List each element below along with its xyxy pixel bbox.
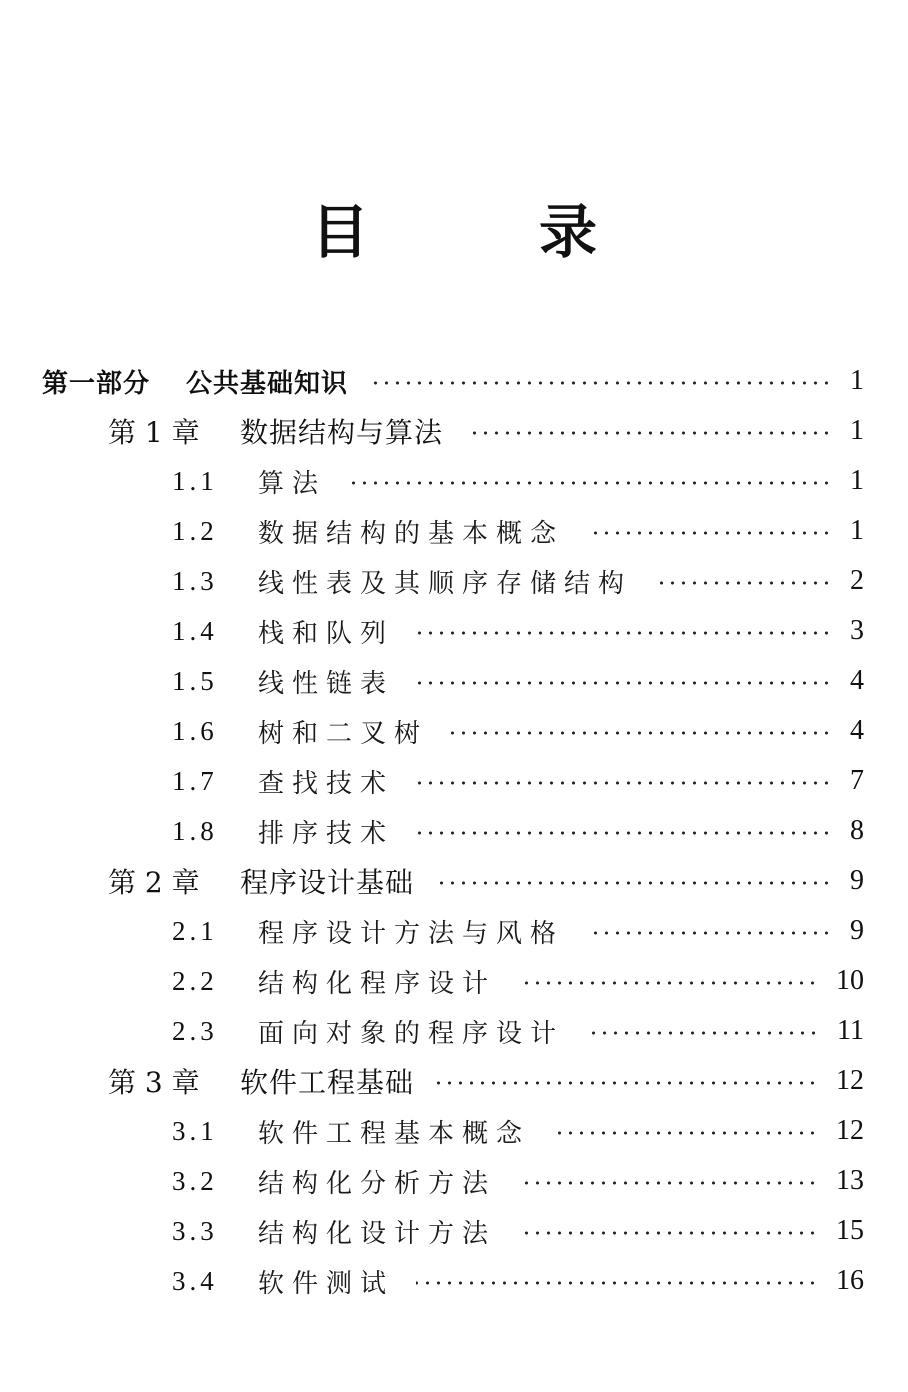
dot-leader	[450, 731, 832, 735]
dot-leader	[348, 481, 832, 485]
toc-entry-page-number: 13	[836, 1165, 864, 1196]
toc-entry-section[interactable]	[172, 656, 864, 706]
toc-entry-number: 1.7	[172, 765, 218, 796]
dot-leader	[436, 1081, 818, 1085]
toc-entry-section[interactable]	[172, 506, 864, 556]
dot-leader	[552, 1131, 818, 1135]
page-title: 目 录	[310, 198, 653, 266]
toc-entry-title: 线性表及其顺序存储结构	[258, 568, 633, 599]
dot-leader	[416, 781, 832, 785]
toc-entry-page-number: 1	[850, 415, 864, 446]
dot-leader	[518, 981, 818, 985]
toc-entry-number: 2.1	[172, 915, 218, 946]
toc-entry-section[interactable]	[172, 1156, 864, 1206]
toc-entry-title: 软件工程基础	[240, 1066, 415, 1099]
toc-entry-title: 程序设计基础	[240, 866, 415, 899]
toc-entry-title: 结构化分析方法	[258, 1168, 497, 1199]
toc-entry-title: 结构化程序设计	[258, 968, 497, 999]
toc-entry-section[interactable]	[172, 806, 864, 856]
toc-entry-section[interactable]	[172, 906, 864, 956]
toc-entry-number: 3.2	[172, 1165, 218, 1196]
toc-entry-page-number: 8	[850, 815, 864, 846]
toc-entry-number: 2.2	[172, 965, 218, 996]
toc-entry-number: 1.4	[172, 615, 218, 646]
toc-entry-number: 1.5	[172, 665, 218, 696]
toc-entry-title: 公共基础知识	[186, 368, 349, 399]
dot-leader	[654, 581, 832, 585]
dot-leader	[416, 681, 832, 685]
toc-entry-number: 1.8	[172, 815, 218, 846]
toc-entry-number: 1.2	[172, 515, 218, 546]
toc-entry-number: 3.4	[172, 1265, 218, 1296]
toc-entry-chapter[interactable]	[108, 406, 864, 456]
dot-leader	[586, 1031, 819, 1035]
toc-entry-section[interactable]	[172, 1106, 864, 1156]
toc-entry-page-number: 16	[836, 1265, 864, 1296]
toc-entry-section[interactable]	[172, 1206, 864, 1256]
toc-entry-page-number: 4	[850, 715, 864, 746]
toc-entry-title: 面向对象的程序设计	[258, 1018, 565, 1049]
toc-entry-page-number: 7	[850, 765, 864, 796]
dot-leader	[416, 1281, 818, 1285]
dot-leader	[518, 1181, 818, 1185]
toc-entry-title: 栈和队列	[258, 618, 395, 649]
toc-entry-page-number: 1	[850, 515, 864, 546]
dot-leader	[370, 381, 832, 385]
toc-entry-number: 第一部分	[42, 368, 151, 399]
toc-entry-chapter[interactable]	[108, 856, 864, 906]
toc-entry-title: 排序技术	[258, 818, 395, 849]
toc-entry-number: 3.1	[172, 1115, 218, 1146]
toc-entry-section[interactable]	[172, 456, 864, 506]
toc-entry-title: 软件测试	[258, 1268, 395, 1299]
toc-entry-page-number: 1	[850, 365, 864, 396]
toc-entry-page-number: 9	[850, 915, 864, 946]
toc-entry-page-number: 10	[836, 965, 864, 996]
toc-entry-part[interactable]	[42, 356, 864, 406]
toc-entry-title: 数据结构的基本概念	[258, 518, 565, 549]
toc-entry-title: 程序设计方法与风格	[258, 918, 565, 949]
toc-entry-title: 算法	[258, 468, 327, 499]
toc-entry-page-number: 11	[837, 1015, 864, 1046]
toc-entry-title: 数据结构与算法	[240, 416, 444, 449]
toc-entry-section[interactable]	[172, 756, 864, 806]
toc-entry-chapter[interactable]	[108, 1056, 864, 1106]
toc-entry-title: 线性链表	[258, 668, 395, 699]
dot-leader	[518, 1231, 818, 1235]
toc-entry-number: 3.3	[172, 1215, 218, 1246]
toc-entry-section[interactable]	[172, 1256, 864, 1306]
dot-leader	[416, 831, 832, 835]
toc-entry-title: 结构化设计方法	[258, 1218, 497, 1249]
toc-entry-title: 树和二叉树	[258, 718, 429, 749]
dot-leader	[465, 431, 832, 435]
dot-leader	[586, 931, 832, 935]
toc-entry-page-number: 1	[850, 465, 864, 496]
toc-entry-page-number: 4	[850, 665, 864, 696]
toc-entry-number: 第 2 章	[108, 866, 200, 899]
dot-leader	[436, 881, 832, 885]
toc-entry-section[interactable]	[172, 706, 864, 756]
toc-entry-section[interactable]	[172, 556, 864, 606]
toc-entry-title: 查找技术	[258, 768, 395, 799]
toc-entry-section[interactable]	[172, 956, 864, 1006]
toc-entry-title: 软件工程基本概念	[258, 1118, 531, 1149]
toc-entry-page-number: 15	[836, 1215, 864, 1246]
toc-entry-page-number: 12	[836, 1115, 864, 1146]
toc-entry-section[interactable]	[172, 1006, 864, 1056]
toc-entry-page-number: 2	[850, 565, 864, 596]
toc-entry-number: 1.3	[172, 565, 218, 596]
toc-entry-page-number: 3	[850, 615, 864, 646]
toc-entry-number: 第 3 章	[108, 1066, 200, 1099]
toc-entry-number: 1.6	[172, 715, 218, 746]
toc-entry-section[interactable]	[172, 606, 864, 656]
dot-leader	[416, 631, 832, 635]
toc-entry-number: 2.3	[172, 1015, 218, 1046]
toc-entry-number: 第 1 章	[108, 416, 200, 449]
toc-entry-page-number: 9	[850, 865, 864, 896]
toc-entry-page-number: 12	[836, 1065, 864, 1096]
dot-leader	[586, 531, 832, 535]
toc-entry-number: 1.1	[172, 465, 218, 496]
